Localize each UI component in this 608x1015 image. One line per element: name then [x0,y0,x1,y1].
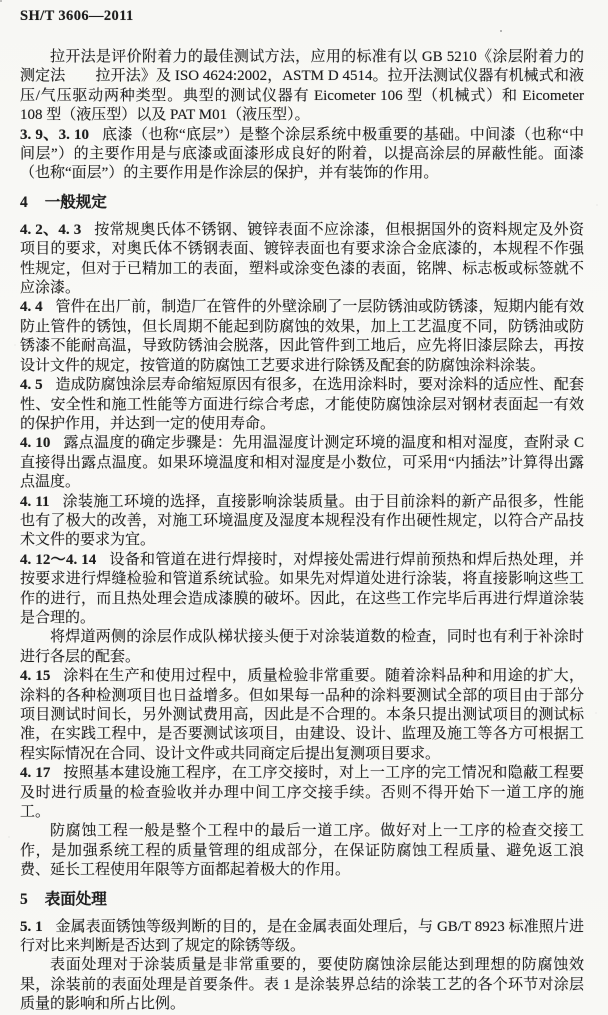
section-number: 5 [20,890,28,908]
paragraph-anticorrosion-last-process: 防腐蚀工程一般是整个工程中的最后一道工序。做好对上一工序的检查交接工作，是加强系统工程的质量管理的组成部分，在保证防腐蚀工程质量、避免返工浪费、延长工程使用年限等方面都起着极大的作用。 [20,823,584,879]
section-heading-5 [20,890,584,910]
clause-number: 4. 2、4. 3 [20,221,82,238]
clause-text: 管件在出厂前，制造厂在管件的外壁涂刷了一层防锈油或防锈漆，短期内能有效防止管件的锈蚀，但长周期不能起到防腐蚀的效果，加上工艺温度不同，防锈油或防锈漆不能耐高温，导致防锈油会脱落，因此管件到工地后，应先将旧漆层除去，再按设计文件的规定，按管道的防腐蚀工艺要求进行除锈及配套的防腐蚀涂料涂装。 [20,299,584,374]
clause-number: 4. 11 [20,493,50,510]
clause-4-5 [20,376,584,434]
clause-4-10 [20,434,584,492]
clause-text: 按常规奥氏体不锈钢、镀锌表面不应涂漆，但根据国外的资料规定及外资项目的要求，对奥氏体不锈钢表面、镀锌表面也有要求涂合金底漆的，本规程不作强性规定，但对于已精加工的表面，塑料或涂变色漆的表面，铭牌、标志板或标签就不应涂漆。 [20,221,584,297]
section-title: 表面处理 [44,890,107,908]
clause-text: 造成防腐蚀涂层寿命缩短原因有很多，在选用涂料时，要对涂料的适应性、配套性、安全性和施工性能等方面进行综合考虑，才能使防腐蚀涂层对钢材表面起一有效的保护作用，并达到一定的使用寿命。 [20,377,584,432]
clause-text: 露点温度的确定步骤是：先用温湿度计测定环境的温度和相对湿度，查附录 C 直接得出露点温度。如果环境温度和相对湿度是小数位，可采用“内插法”计算得出露点温度。 [20,435,585,491]
section-title: 一般规定 [44,193,107,211]
clause-text: 设备和管道在进行焊接时，对焊接处需进行焊前预热和焊后热处理，并按要求进行焊缝检验和管道系统试验。如果先对焊道处进行涂装，将直接影响这些工作的进行，而且热处理会造成漆膜的破坏。因此，在这些工作完毕后再进行焊道涂装是合理的。 [20,551,584,626]
clause-3-9-3-10 [20,126,584,184]
clause-4-12-4-14 [20,551,584,629]
paragraph-surface-treatment-importance: 表面处理对于涂装质量是非常重要的，要使防腐蚀涂层能达到理想的防腐蚀效果，涂装前的表面处理是首要条件。表 1 是涂装界总结的涂装工艺的各个环节对涂层质量的影响和所占比例。 [20,957,584,1013]
clause-4-4 [20,298,584,376]
paragraph-pull-off-method: 拉开法是评价附着力的最佳测试方法，应用的标准有以 GB 5210《涂层附着力的测定法 拉开法》及 ISO 4624:2002，ASTM D 4514。拉开法测试仪器有机械式和液压/气压驱动两种类型。典型的测试仪器有 Eicometer 106 型（机械式）和 Eicometer 108 型（液压型）以及 PAT M01（液压型）。 [20,49,584,124]
scan-noise-specks [0,0,2,2]
doc-number: SH/T 3606—2011 [20,8,134,24]
clause-5-1 [20,918,584,957]
clause-text: 涂料在生产和使用过程中，质量检验非常重要。随着涂料品种和用途的扩大，涂料的各种检测项目也日益增多。但如果每一品种的涂料要测试全部的项目由于部分项目测试时间长，另外测试费用高，因此是不合理的。本条只提出测试项目的测试标准，在实践工程中，是否要测试该项目，由建设、设计、监理及施工等各方可根据工程实际情况在合同、设计文件或共同商定后提出复测项目要求。 [20,668,584,762]
clause-number: 3. 9、3. 10 [20,126,89,143]
clause-4-15 [20,667,584,764]
clause-4-11 [20,493,584,551]
clause-text: 底漆（也称“底层”）是整个涂层系统中极重要的基础。中间漆（也称“中间层”）的主要作用是与底漆或面漆形成良好的附着，以提高涂层的屏蔽性能。面漆（也称“面层”）的主要作用是作涂层的保护，并有装饰的作用。 [20,126,584,182]
clause-number: 4. 17 [20,765,51,782]
section-heading-4 [20,193,584,213]
clause-number: 4. 4 [20,299,43,316]
clause-number: 4. 12～4. 14 [20,551,97,568]
paragraph-weld-step-joint: 将焊道两侧的涂层作成队梯状接头便于对涂装道数的检查，同时也有利于补涂时进行各层的配套。 [20,629,584,665]
clause-4-2-4-3 [20,221,584,299]
section-number: 4 [20,193,28,211]
clause-number: 4. 5 [20,377,43,394]
clause-text: 按照基本建设施工程序，在工序交接时，对上一工序的完工情况和隐蔽工程要及时进行质量的检查验收并办理中间工序交接手续。否则不得开始下一道工序的施工。 [20,765,584,821]
clause-number: 4. 10 [20,435,51,452]
clause-text: 金属表面锈蚀等级判断的目的，是在金属表面处理后，与 GB/T 8923 标准照片进行对比来判断是否达到了规定的除锈等级。 [20,918,584,955]
clause-text: 涂装施工环境的选择，直接影响涂装质量。由于目前涂料的新产品很多，性能也有了极大的改善，对施工环境温度及湿度本规程没有作出硬性规定，以符合产品技术文件的要求为宜。 [20,493,584,549]
clause-4-17 [20,764,584,822]
clause-number: 4. 15 [20,668,51,685]
clause-number: 5. 1 [20,918,43,935]
